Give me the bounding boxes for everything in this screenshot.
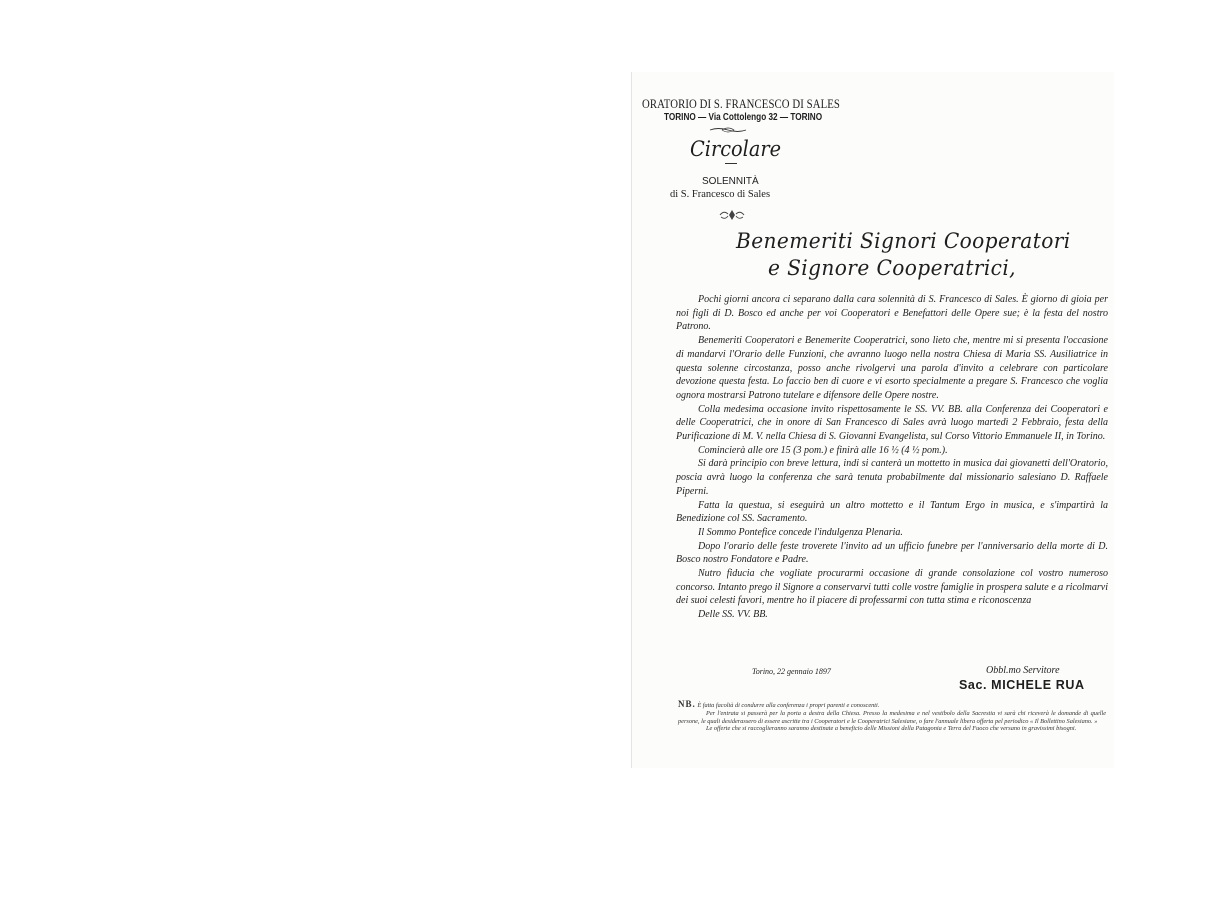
institution-name: ORATORIO DI S. FRANCESCO DI SALES	[642, 97, 840, 111]
document-title: Circolare	[690, 137, 782, 161]
flourish-ornament-icon	[708, 126, 748, 134]
nb-line: Per l'entrata si passerà per la porta a destra della Chiesa. Presso la medesima e nel vestibolo della Sacrestia vi sarà chi riceverà le domande di quelle persone, le quali desiderassero di essere ascritte tra i Cooperatori e le Cooperatrici Salesiane, o fare l'annuale libera offerta pel periodico « Il Bollettino Salesiano. »	[678, 709, 1106, 725]
letter-date: Torino, 22 gennaio 1897	[752, 667, 831, 676]
closing-formula: Delle SS. VV. BB.	[698, 609, 768, 621]
letter-body	[676, 293, 1108, 622]
document-page	[631, 72, 1114, 768]
closing-title: Obbl.mo Servitore	[986, 665, 1060, 676]
institution-address: TORINO — Via Cottolengo 32 — TORINO	[664, 112, 823, 123]
paragraph: Dopo l'orario delle feste troverete l'invito ad un ufficio funebre per l'anniversario della morte di D. Bosco nostro Fondatore e Padre.	[676, 540, 1108, 566]
ornament-icon	[718, 208, 746, 222]
paragraph: Pochi giorni ancora ci separano dalla cara solennità di S. Francesco di Sales. È giorno di gioia per noi figli di D. Bosco ed anche per voi Cooperatori e Benefattori delle Opere sue; è la festa del nostro Patrono.	[676, 294, 1108, 333]
nb-line: Le offerte che si raccoglieranno saranno destinate a beneficio delle Missioni della Patagonia e Terra del Fuoco che versano in gravissimi bisogni.	[706, 725, 1077, 733]
nota-bene	[678, 701, 1106, 733]
paragraph: Il Sommo Pontefice concede l'indulgenza Plenaria.	[698, 526, 903, 538]
paragraph: Colla medesima occasione invito rispettosamente le SS. VV. BB. alla Conferenza dei Cooperatori e delle Cooperatrici, che in onore di San Francesco di Sales avrà luogo martedì 2 Febbraio, festa della Purificazione di M. V. nella Chiesa di S. Giovanni Evangelista, sul Corso Vittorio Emmanuele II, in Torino.	[676, 403, 1108, 443]
title-divider	[725, 163, 737, 164]
nb-line: È fatta facoltà di condurre alla conferenza i propri parenti e conoscenti.	[697, 702, 880, 709]
signature: Sac. MICHELE RUA	[959, 678, 1085, 692]
subject-line-1: SOLENNITÀ	[702, 176, 759, 187]
salutation-line-2: e Signore Cooperatrici,	[768, 256, 1016, 280]
paragraph: Comincierà alle ore 15 (3 pom.) e finirà alle 16 ½ (4 ½ pom.).	[698, 444, 948, 456]
paragraph: Benemeriti Cooperatori e Benemerite Cooperatrici, sono lieto che, mentre mi si presenta l'occasione di mandarvi l'Orario delle Funzioni, che avranno luogo nella nostra Chiesa di Maria SS. Ausiliatrice in questa solenne circostanza, posso anche rivolgervi una parola d'invito a celebrare con particolare devozione questa festa. Lo faccio ben di cuore e vi esorto specialmente a pregare S. Francesco che voglia ognora mostrarsi Patrono tutelare e difensore delle Opere nostre.	[676, 335, 1108, 401]
salutation-line-1: Benemeriti Signori Cooperatori	[736, 229, 1071, 253]
paragraph: Fatta la questua, si eseguirà un altro mottetto e il Tantum Ergo in musica, e s'impartirà la Benedizione col SS. Sacramento.	[676, 499, 1108, 525]
paragraph: Nutro fiducia che vogliate procurarmi occasione di grande consolazione col vostro numeroso concorso. Intanto prego il Signore a conservarvi tutti colle vostre famiglie in prospera salute e a ricolmarvi dei suoi celesti favori, mentre ho il piacere di professarmi con tutta stima e riconoscenza	[676, 568, 1108, 607]
nb-label: NB.	[678, 699, 696, 709]
paragraph: Si darà principio con breve lettura, indi si canterà un mottetto in musica dai giovanetti dell'Oratorio, poscia avrà luogo la conferenza che sarà tenuta probabilmente dal missionario salesiano D. Raffaele Piperni.	[676, 458, 1108, 497]
subject-line-2: di S. Francesco di Sales	[670, 189, 771, 200]
